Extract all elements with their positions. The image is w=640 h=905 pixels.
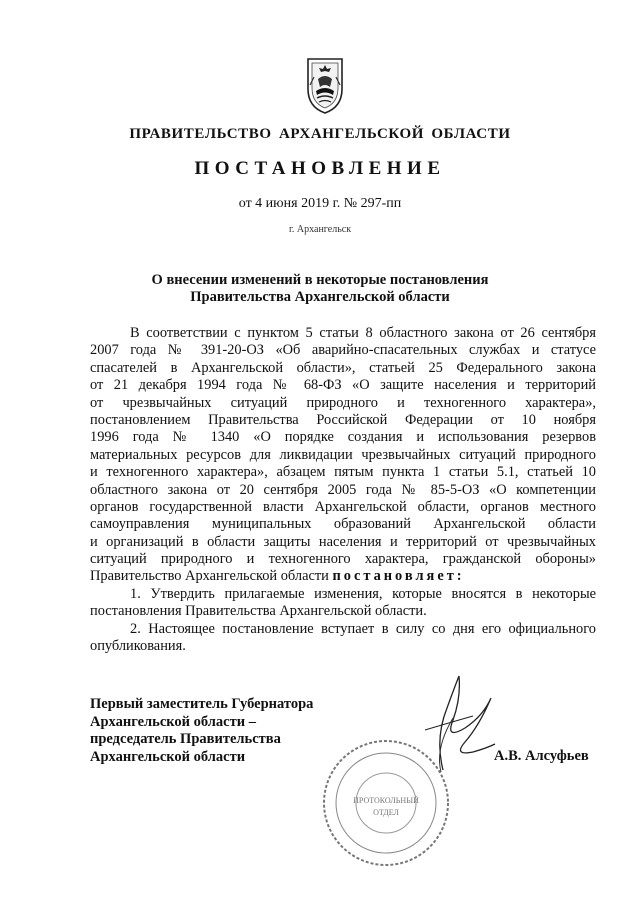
body-line: от 21 декабря 1994 года № 68-ФЗ «О защите населения и территорий xyxy=(90,377,596,394)
body-line: 1996 года № 1340 «О порядке создания и использования резервов xyxy=(90,429,596,446)
item-2-line: опубликования. xyxy=(90,638,186,655)
subject-line: О внесении изменений в некоторые постановления xyxy=(151,272,489,288)
coat-of-arms-icon xyxy=(300,55,350,115)
body-line: самоуправления муниципальных образований Архангельской области xyxy=(90,516,596,533)
item-1-line: 1. Утвердить прилагаемые изменения, которые вносятся в некоторые xyxy=(130,585,596,602)
body-line: спасателей в Архангельской области», статьей 25 Федерального закона xyxy=(90,359,596,376)
body-line: и техногенного характера», абзацем пятым пункта 1 статьи 5.1, статьей 10 xyxy=(90,464,596,481)
stamp-text: ПРОТОКОЛЬНЫЙ xyxy=(353,796,419,805)
signatory-position xyxy=(90,696,313,766)
city-name: г. Архангельск xyxy=(288,224,352,235)
document-type: ПОСТАНОВЛЕНИЕ xyxy=(194,158,446,179)
body-line: материальных ресурсов для ликвидации чрезвычайных ситуаций природного xyxy=(90,446,596,463)
position-line: Архангельской области xyxy=(90,748,246,765)
body-line: и организаций в области защиты населения и территорий от чрезвычайных xyxy=(90,533,596,550)
date-and-number: от 4 июня 2019 г. № 297-пп xyxy=(238,196,402,211)
round-stamp xyxy=(316,733,456,873)
document-subject xyxy=(120,272,520,306)
signatory-name: А.В. Алсуфьев xyxy=(494,748,589,764)
item-1-line: постановления Правительства Архангельской области. xyxy=(90,603,427,620)
government-name: ПРАВИТЕЛЬСТВО АРХАНГЕЛЬСКОЙ ОБЛАСТИ xyxy=(129,126,511,142)
position-line: Первый заместитель Губернатора xyxy=(90,696,314,712)
document-body xyxy=(90,325,596,655)
preamble-final: Правительство Архангельской области xyxy=(90,568,329,585)
body-line: органов государственной власти Архангельской области, органов местного xyxy=(90,498,596,515)
body-line: от чрезвычайных ситуаций природного и техногенного характера», xyxy=(90,394,596,411)
item-2-line: 2. Настоящее постановление вступает в силу со дня его официального xyxy=(130,620,596,637)
body-line xyxy=(90,568,596,585)
body-line: постановлением Правительства Российской Федерации от 10 ноября xyxy=(90,411,596,428)
body-line: ситуаций природного и техногенного характера, гражданской обороны» xyxy=(90,551,596,568)
body-line: В соответствии с пунктом 5 статьи 8 областного закона от 26 сентября xyxy=(130,325,596,341)
position-line: Архангельской области – xyxy=(90,713,256,730)
position-line: председатель Правительства xyxy=(90,731,281,747)
subject-line: Правительства Архангельской области xyxy=(190,289,450,305)
body-line: областного закона от 20 сентября 2005 года № 85-5-ОЗ «О компетенции xyxy=(90,481,596,498)
body-line: 2007 года № 391-20-ОЗ «Об аварийно-спасательных службах и статусе xyxy=(90,342,596,359)
decides-word: постановляет: xyxy=(332,568,465,585)
stamp-text: ОТДЕЛ xyxy=(373,808,399,817)
